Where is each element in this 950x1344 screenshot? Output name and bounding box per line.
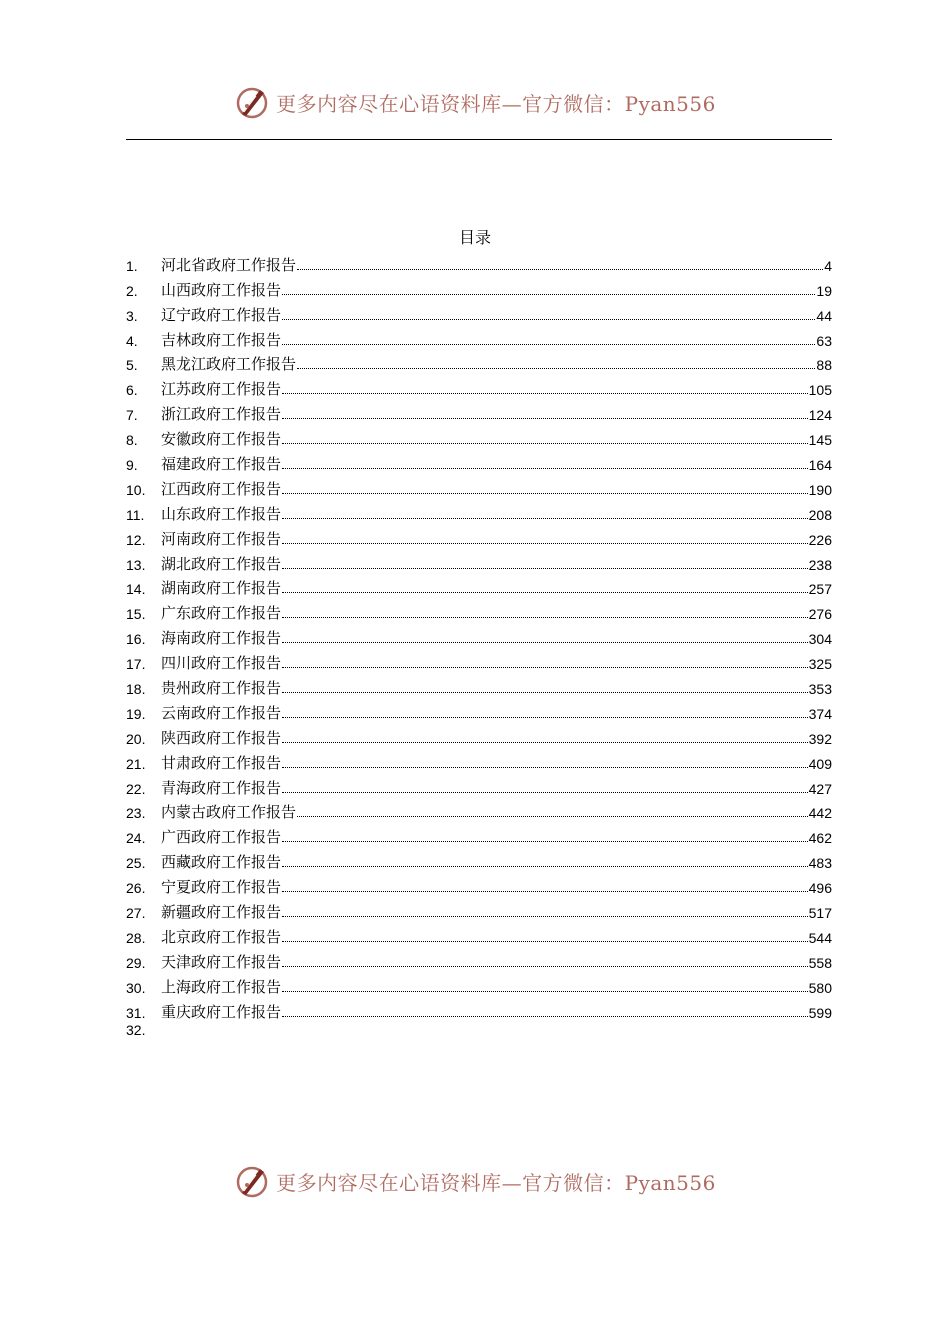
toc-entry[interactable]	[126, 422, 832, 447]
toc-entry-number: 31.	[126, 1004, 146, 1021]
toc-entry[interactable]	[126, 572, 832, 597]
toc-entry[interactable]	[126, 870, 832, 895]
toc-leader-dots	[282, 841, 808, 842]
toc-entry[interactable]	[126, 945, 832, 970]
toc-entry-number: 29.	[126, 954, 146, 971]
toc-entry-title[interactable]: 北京政府工作报告	[161, 927, 282, 946]
toc-entry-page[interactable]: 238	[808, 556, 832, 573]
toc-entry-number: 23.	[126, 805, 146, 822]
toc-entry-title[interactable]: 重庆政府工作报告	[161, 1002, 282, 1021]
toc-entry[interactable]	[126, 671, 832, 696]
toc-entry-page[interactable]: 88	[816, 357, 832, 374]
toc-leader-dots	[282, 866, 808, 867]
toc-entry-title[interactable]: 河北省政府工作报告	[161, 255, 297, 274]
toc-entry-page[interactable]: 353	[808, 681, 832, 698]
toc-entry-number: 1.	[126, 257, 138, 274]
toc-entry[interactable]	[126, 920, 832, 945]
toc-entry-page[interactable]: 257	[808, 581, 832, 598]
toc-entry-title[interactable]: 安徽政府工作报告	[161, 430, 282, 449]
toc-leader-dots	[282, 642, 808, 643]
toc-leader-dots	[282, 667, 808, 668]
toc-leader-dots	[282, 294, 815, 295]
toc-entry[interactable]	[126, 372, 832, 397]
toc-entry-number: 30.	[126, 979, 146, 996]
toc-leader-dots	[282, 941, 808, 942]
toc-leader-dots	[282, 493, 808, 494]
toc-entry[interactable]	[126, 895, 832, 920]
toc-entry-title[interactable]: 甘肃政府工作报告	[161, 753, 282, 772]
footer-banner	[0, 1163, 950, 1199]
toc-entry-number: 11.	[126, 506, 145, 523]
toc-entry-number: 25.	[126, 855, 146, 872]
toc-entry-page[interactable]: 580	[808, 979, 832, 996]
toc-entry-title[interactable]: 辽宁政府工作报告	[161, 305, 282, 324]
toc-leader-dots	[282, 792, 808, 793]
header-banner-text: 更多内容尽在心语资料库—官方微信：Pyan556	[276, 91, 716, 116]
toc-entry-title[interactable]: 黑龙江政府工作报告	[161, 355, 297, 374]
toc-entry-number: 8.	[126, 432, 138, 449]
toc-entry-page[interactable]: 558	[808, 954, 832, 971]
toc-entry-page[interactable]: 427	[808, 780, 832, 797]
toc-leader-dots	[282, 443, 808, 444]
toc-leader-dots	[297, 269, 823, 270]
toc-leader-dots	[282, 617, 808, 618]
toc-entry-title[interactable]: 浙江政府工作报告	[161, 405, 282, 424]
toc-entry[interactable]	[126, 497, 832, 522]
toc-entry-number: 20.	[126, 730, 146, 747]
toc-entry-title[interactable]: 陕西政府工作报告	[161, 728, 282, 747]
toc-entry-number: 28.	[126, 929, 146, 946]
toc-entry-number: 16.	[126, 631, 146, 648]
toc-entry-number: 4.	[126, 332, 138, 349]
toc-entry[interactable]	[126, 323, 832, 348]
toc-entry-page[interactable]: 124	[808, 407, 832, 424]
toc-entry[interactable]	[126, 796, 832, 821]
toc-entry-title[interactable]: 内蒙古政府工作报告	[161, 803, 297, 822]
toc-entry-page[interactable]: 599	[808, 1004, 832, 1021]
quill-pen-logo-icon	[234, 84, 270, 120]
toc-entry-page[interactable]: 208	[808, 506, 832, 523]
toc-leader-dots	[282, 543, 808, 544]
toc-leader-dots	[297, 816, 808, 817]
toc-entry[interactable]	[126, 771, 832, 796]
toc-leader-dots	[282, 418, 808, 419]
toc-entry[interactable]	[126, 447, 832, 472]
toc-entry-page[interactable]: 442	[808, 805, 832, 822]
toc-entry-page[interactable]: 190	[808, 481, 832, 498]
toc-entry-number: 2.	[126, 282, 138, 299]
toc-leader-dots	[282, 518, 808, 519]
toc-entry-title[interactable]: 上海政府工作报告	[161, 977, 282, 996]
toc-entry-page[interactable]: 462	[808, 830, 832, 847]
toc-leader-dots	[282, 966, 808, 967]
toc-entry-title[interactable]: 青海政府工作报告	[161, 778, 282, 797]
header-banner	[0, 84, 950, 120]
toc-entry-page[interactable]: 409	[808, 755, 832, 772]
toc-extra-number: 32.	[126, 1022, 146, 1038]
toc-entry-page[interactable]: 392	[808, 730, 832, 747]
toc-entry-title[interactable]: 宁夏政府工作报告	[161, 878, 282, 897]
toc-entry-number: 9.	[126, 457, 138, 474]
toc-entry-title[interactable]: 云南政府工作报告	[161, 703, 282, 722]
toc-entry[interactable]	[126, 621, 832, 646]
toc-entry[interactable]	[126, 696, 832, 721]
header-rule	[126, 139, 832, 140]
toc-entry-page[interactable]: 276	[808, 606, 832, 623]
toc-leader-dots	[282, 916, 808, 917]
toc-entry-number: 27.	[126, 905, 146, 922]
toc-entry-title[interactable]: 湖北政府工作报告	[161, 554, 282, 573]
toc-title: 目录	[458, 228, 491, 247]
toc-entry[interactable]	[126, 348, 832, 373]
toc-entry-number: 13.	[126, 556, 146, 573]
toc-entry-page[interactable]: 19	[816, 282, 832, 299]
toc-entry-number: 21.	[126, 755, 146, 772]
toc-leader-dots	[282, 1016, 808, 1017]
toc-entry[interactable]	[126, 995, 832, 1020]
toc-entry-page[interactable]: 145	[808, 432, 832, 449]
toc-entry-title[interactable]: 江西政府工作报告	[161, 479, 282, 498]
toc-leader-dots	[282, 742, 808, 743]
toc-entry-page[interactable]: 496	[808, 880, 832, 897]
toc-entry-number: 24.	[126, 830, 146, 847]
toc-entry-number: 3.	[126, 307, 138, 324]
toc-entry-title[interactable]: 吉林政府工作报告	[161, 330, 282, 349]
toc-entry-page[interactable]: 483	[808, 855, 832, 872]
toc-entry[interactable]	[126, 248, 832, 273]
toc-entry[interactable]	[126, 820, 832, 845]
quill-pen-logo-icon	[234, 1163, 270, 1199]
toc-entry[interactable]	[126, 397, 832, 422]
toc-entry[interactable]	[126, 273, 832, 298]
toc-entry-number: 17.	[126, 656, 146, 673]
toc-entry[interactable]	[126, 646, 832, 671]
toc-entry-number: 18.	[126, 681, 146, 698]
toc-entry-title[interactable]: 四川政府工作报告	[161, 654, 282, 673]
toc-entry-title[interactable]: 河南政府工作报告	[161, 529, 282, 548]
toc-entry-page[interactable]: 164	[808, 457, 832, 474]
toc-entry-title[interactable]: 广东政府工作报告	[161, 604, 282, 623]
toc-entry[interactable]	[126, 746, 832, 771]
toc-entry[interactable]	[126, 298, 832, 323]
toc-leader-dots	[282, 592, 808, 593]
toc-entry-title[interactable]: 西藏政府工作报告	[161, 853, 282, 872]
toc-entry-page[interactable]: 226	[808, 531, 832, 548]
toc-leader-dots	[282, 692, 808, 693]
toc-entry[interactable]	[126, 547, 832, 572]
toc-leader-dots	[282, 991, 808, 992]
toc-entry-number: 12.	[126, 531, 146, 548]
toc-leader-dots	[282, 393, 808, 394]
toc-leader-dots	[282, 468, 808, 469]
toc-entry-title[interactable]: 湖南政府工作报告	[161, 579, 282, 598]
toc-entry[interactable]	[126, 845, 832, 870]
toc-entry-number: 22.	[126, 780, 146, 797]
toc-entry-title[interactable]: 广西政府工作报告	[161, 828, 282, 847]
toc-entry-page[interactable]: 304	[808, 631, 832, 648]
toc-list	[126, 248, 832, 1020]
toc-leader-dots	[282, 319, 815, 320]
toc-leader-dots	[282, 717, 808, 718]
toc-entry-page[interactable]: 105	[808, 382, 832, 399]
toc-entry-title[interactable]: 山西政府工作报告	[161, 280, 282, 299]
toc-entry-page[interactable]: 44	[816, 307, 832, 324]
toc-leader-dots	[282, 891, 808, 892]
toc-entry-title[interactable]: 新疆政府工作报告	[161, 903, 282, 922]
toc-leader-dots	[282, 568, 808, 569]
toc-entry-number: 6.	[126, 382, 138, 399]
toc-entry-title[interactable]: 福建政府工作报告	[161, 455, 282, 474]
toc-leader-dots	[297, 368, 815, 369]
toc-entry-number: 10.	[126, 481, 146, 498]
toc-entry-page[interactable]: 325	[808, 656, 832, 673]
toc-entry-title[interactable]: 天津政府工作报告	[161, 952, 282, 971]
toc-entry-page[interactable]: 4	[824, 257, 832, 274]
toc-entry[interactable]	[126, 596, 832, 621]
toc-entry[interactable]	[126, 970, 832, 995]
toc-entry[interactable]	[126, 522, 832, 547]
toc-entry-number: 5.	[126, 357, 138, 374]
toc-entry-title[interactable]: 贵州政府工作报告	[161, 679, 282, 698]
toc-entry-page[interactable]: 517	[808, 905, 832, 922]
toc-entry[interactable]	[126, 721, 832, 746]
toc-entry-number: 15.	[126, 606, 146, 623]
toc-entry-title[interactable]: 山东政府工作报告	[161, 504, 282, 523]
toc-leader-dots	[282, 344, 815, 345]
toc-entry-page[interactable]: 63	[816, 332, 832, 349]
toc-entry[interactable]	[126, 472, 832, 497]
toc-leader-dots	[282, 767, 808, 768]
footer-banner-text: 更多内容尽在心语资料库—官方微信：Pyan556	[276, 1170, 716, 1195]
toc-entry-title[interactable]: 海南政府工作报告	[161, 629, 282, 648]
toc-entry-title[interactable]: 江苏政府工作报告	[161, 380, 282, 399]
toc-entry-number: 19.	[126, 705, 146, 722]
toc-entry-page[interactable]: 544	[808, 929, 832, 946]
toc-entry-page[interactable]: 374	[808, 705, 832, 722]
toc-entry-number: 7.	[126, 407, 138, 424]
toc-entry-number: 14.	[126, 581, 146, 598]
toc-entry-number: 26.	[126, 880, 146, 897]
